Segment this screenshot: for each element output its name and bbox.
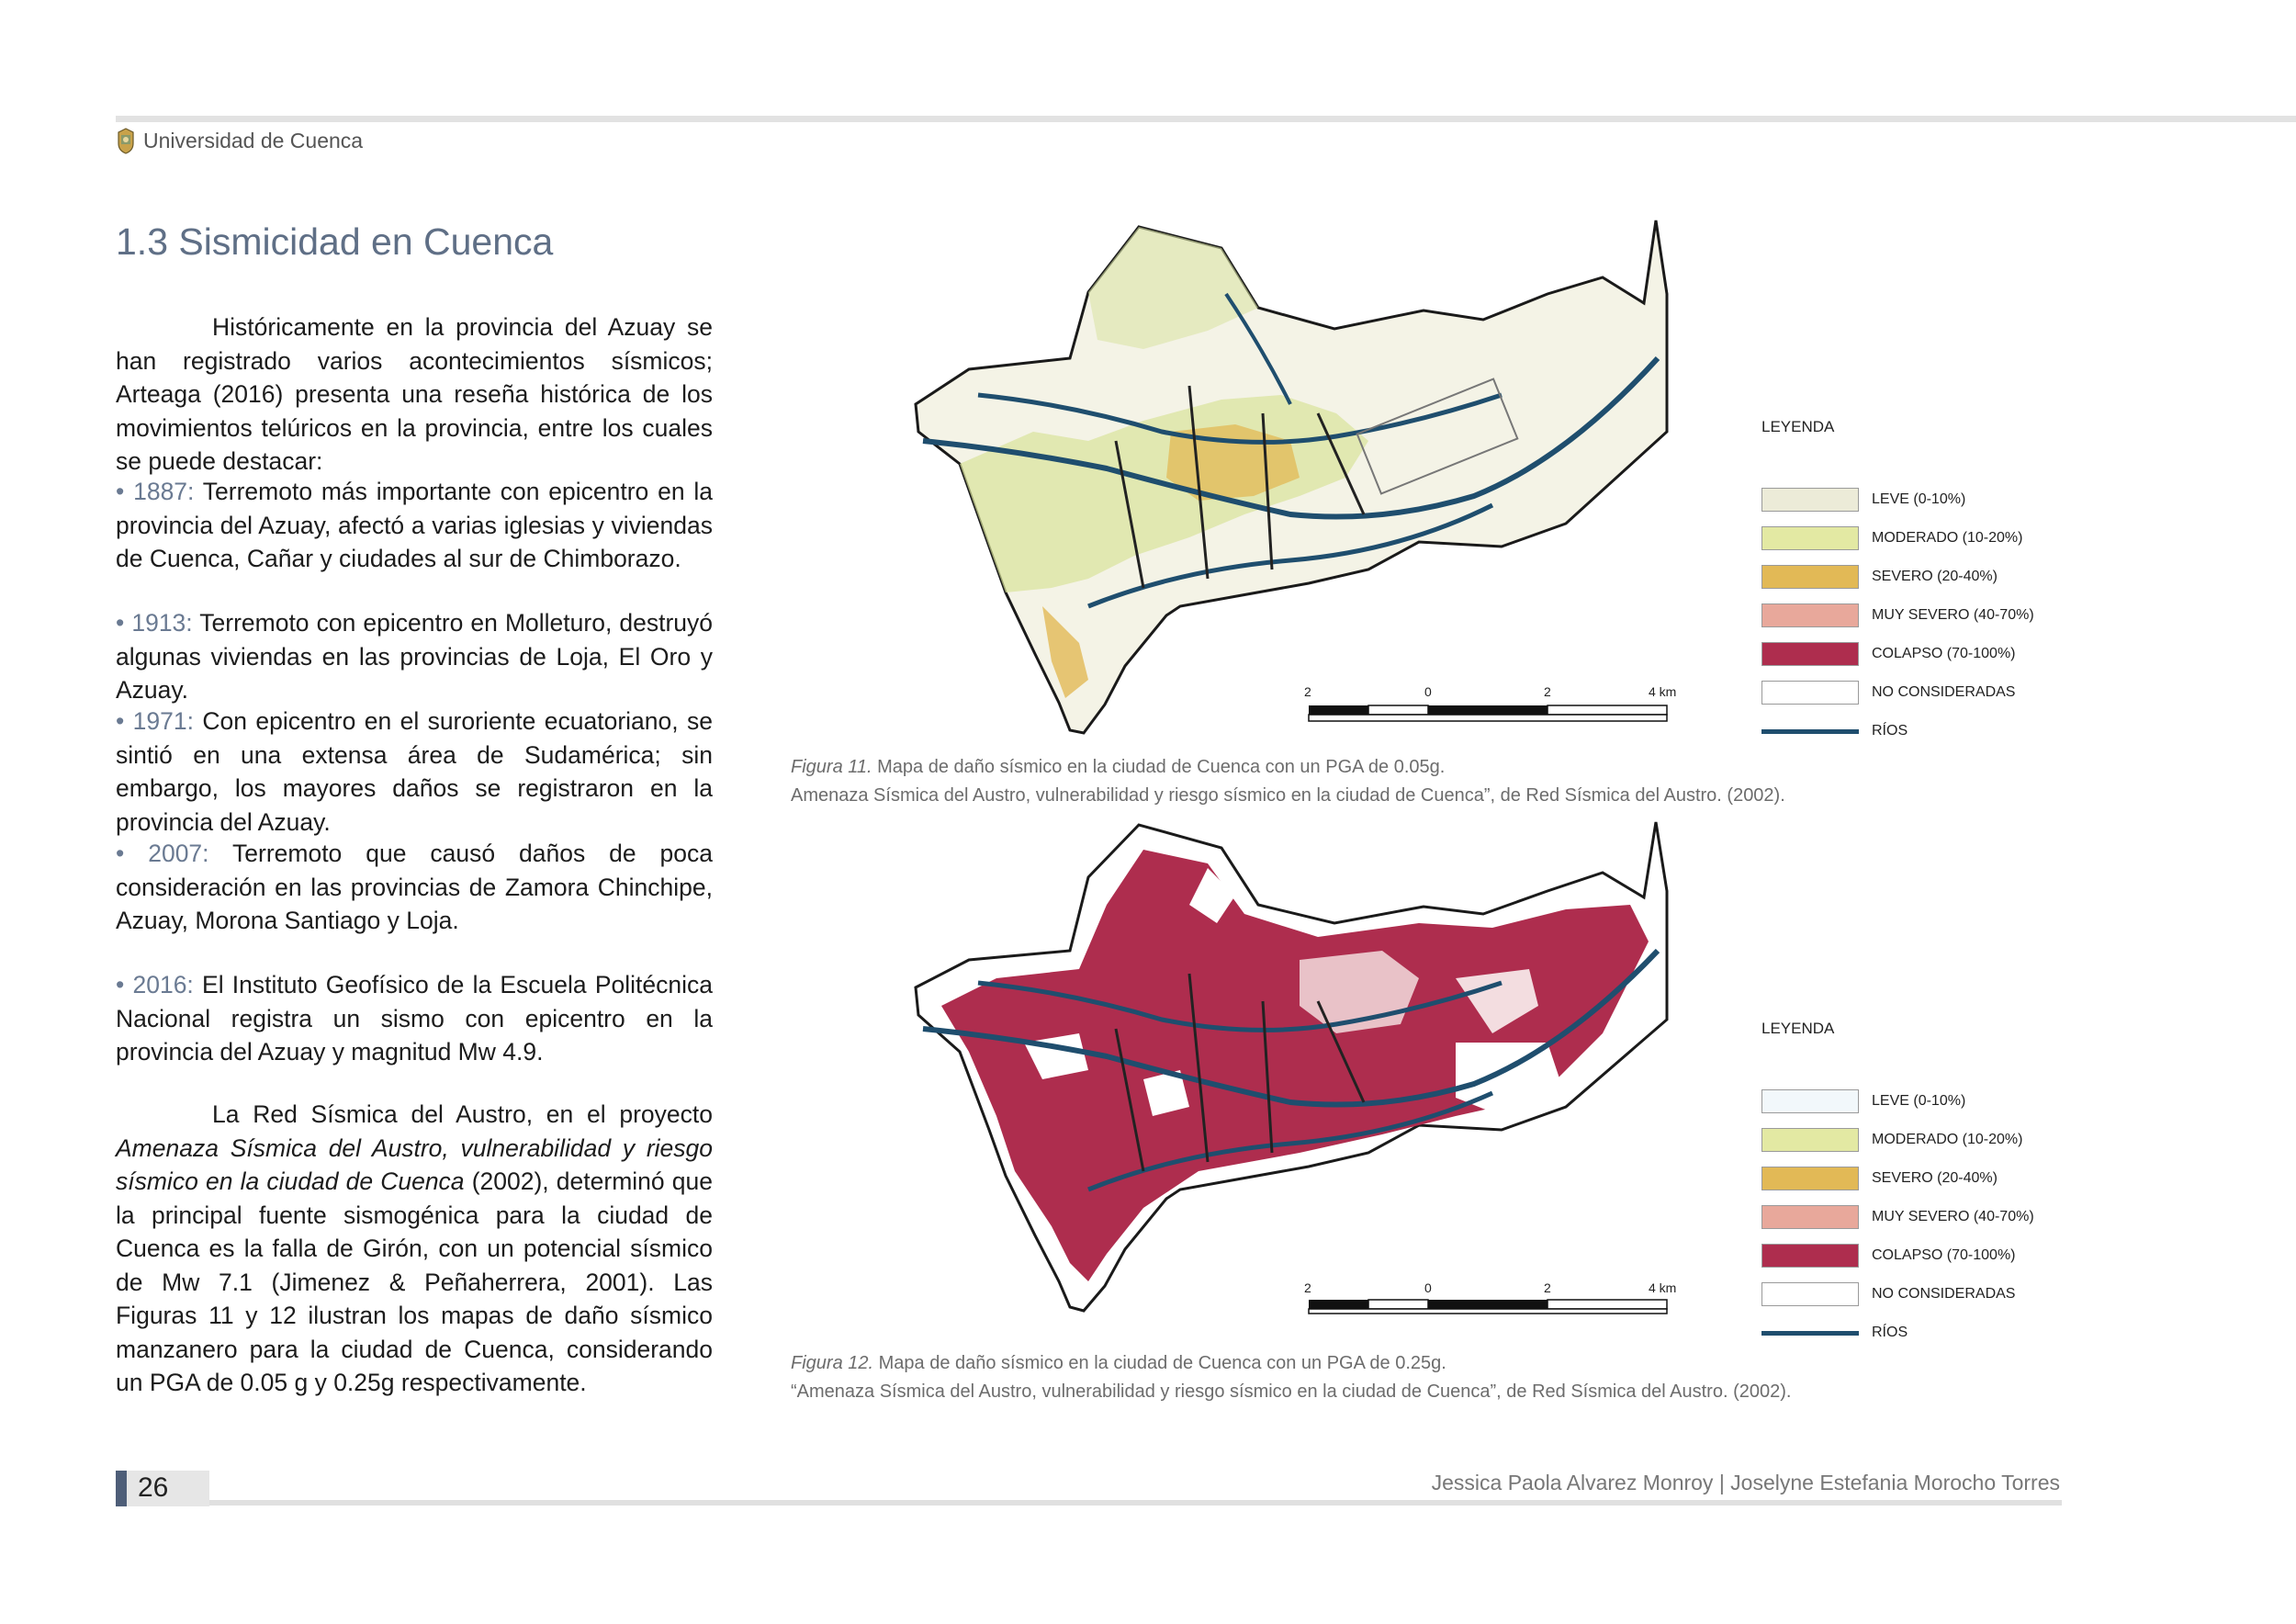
figure-12-label: Figura 12. bbox=[791, 1353, 874, 1373]
section-title: 1.3 Sismicidad en Cuenca bbox=[116, 220, 554, 263]
figure-12-caption: Figura 12. Mapa de daño sísmico en la ciudad de Cuenca con un PGA de 0.25g. “Amenaza Sísmica del Austro, vulnerabilidad y riesgo sísmico en la ciudad de Cuenca”, de Red Sísmica del Austro. (2002). bbox=[791, 1353, 1792, 1402]
legend-item-moderado: MODERADO (10-20%) bbox=[1761, 519, 2092, 558]
university-name: Universidad de Cuenca bbox=[143, 128, 364, 152]
legend-item-colapso: COLAPSO (70-100%) bbox=[1761, 635, 2092, 673]
legend-item-colapso: COLAPSO (70-100%) bbox=[1761, 1236, 2092, 1275]
map2-scale-bar bbox=[1304, 1280, 1676, 1314]
page-number: 26 bbox=[138, 1472, 169, 1503]
page-header bbox=[116, 127, 363, 154]
legend-item-severo: SEVERO (20-40%) bbox=[1761, 1159, 2092, 1198]
damage-map-pga-005 bbox=[905, 220, 1677, 735]
scale2-label-0: 0 bbox=[1424, 1280, 1432, 1295]
footer-rule bbox=[209, 1500, 2062, 1506]
scale2-label-4km: 4 km bbox=[1649, 1280, 1677, 1295]
damage-map-pga-025 bbox=[905, 822, 1677, 1314]
legend-item-severo: SEVERO (20-40%) bbox=[1761, 558, 2092, 596]
legend-map-2 bbox=[1761, 1020, 2092, 1352]
legend-item-leve: LEVE (0-10%) bbox=[1761, 480, 2092, 519]
header-rule bbox=[116, 116, 2296, 122]
figure-11-caption: Figura 11. Mapa de daño sísmico en la ciudad de Cuenca con un PGA de 0.05g. Amenaza Sísmica del Austro, vulnerabilidad y riesgo sísmico en la ciudad de Cuenca”, de Red Sísmica del Austro. (2002). bbox=[791, 757, 1785, 806]
scale2-label-2-left: 2 bbox=[1304, 1280, 1311, 1295]
legend-title: LEYENDA bbox=[1761, 1020, 1835, 1037]
closing-paragraph: La Red Sísmica del Austro, en el proyecto Amenaza Sísmica del Austro, vulnerabilidad y riesgo sísmico en la ciudad de Cuenca (2002), determinó que la principal fuente sismogénica para la ciudad de Cuenca es la falla de Girón, con un potencial sísmico de Mw 7.1 (Jimenez & Peñaherrera, 2001). Las Figuras 11 y 12 ilustran los mapas de daño sísmico manzanero para la ciudad de Cuenca, considerando un PGA de 0.05 g y 0.25g respectivamente. bbox=[116, 1100, 713, 1396]
intro-paragraph: Históricamente en la provincia del Azuay se han registrado varios acontecimientos sísmicos; Arteaga (2016) presenta una reseña histórica de los movimientos telúricos en la provincia, entre los cuales se puede destacar: bbox=[116, 313, 713, 475]
scale-label-0: 0 bbox=[1424, 684, 1432, 699]
scale-label-4km: 4 km bbox=[1649, 684, 1677, 699]
bullet-1971: • 1971: Con epicentro en el suroriente ecuatoriano, se sintió en una extensa área de Sudamérica; sin embargo, los mayores daños se registraron en la provincia del Azuay. bbox=[116, 707, 713, 836]
legend-item-muy-severo: MUY SEVERO (40-70%) bbox=[1761, 1198, 2092, 1236]
legend-item-rios: RÍOS bbox=[1761, 1314, 2092, 1352]
scale-label-2-left: 2 bbox=[1304, 684, 1311, 699]
legend-item-no-consideradas: NO CONSIDERADAS bbox=[1761, 1275, 2092, 1314]
page-number-accent bbox=[116, 1471, 127, 1506]
scale-label-2-right: 2 bbox=[1544, 684, 1551, 699]
legend-item-no-consideradas: NO CONSIDERADAS bbox=[1761, 673, 2092, 712]
legend-item-leve: LEVE (0-10%) bbox=[1761, 1082, 2092, 1121]
bullet-2016: • 2016: El Instituto Geofísico de la Escuela Politécnica Nacional registra un sismo con epicentro en la provincia del Azuay y magnitud Mw 4.9. bbox=[116, 971, 714, 1066]
legend-item-rios: RÍOS bbox=[1761, 712, 2092, 750]
bullet-1913: • 1913: Terremoto con epicentro en Molleturo, destruyó algunas viviendas en las provincias de Loja, El Oro y Azuay. bbox=[116, 609, 714, 704]
legend-map-1 bbox=[1761, 418, 2092, 750]
authors: Jessica Paola Alvarez Monroy | Joselyne Estefania Morocho Torres bbox=[1431, 1471, 2060, 1494]
legend-title: LEYENDA bbox=[1761, 418, 1835, 435]
map1-scale-bar bbox=[1304, 684, 1676, 721]
bullet-1887: • 1887: Terremoto más importante con epicentro en la provincia del Azuay, afectó a varias iglesias y viviendas de Cuenca, Cañar y ciudades al sur de Chimborazo. bbox=[116, 478, 714, 572]
scale2-label-2-right: 2 bbox=[1544, 1280, 1551, 1295]
figure-11-label: Figura 11. bbox=[791, 757, 872, 777]
bullet-2007: • 2007: Terremoto que causó daños de poca consideración en las provincias de Zamora Chinchipe, Azuay, Morona Santiago y Loja. bbox=[116, 840, 713, 934]
legend-item-muy-severo: MUY SEVERO (40-70%) bbox=[1761, 596, 2092, 635]
university-crest-icon bbox=[116, 127, 136, 154]
legend-item-moderado: MODERADO (10-20%) bbox=[1761, 1121, 2092, 1159]
